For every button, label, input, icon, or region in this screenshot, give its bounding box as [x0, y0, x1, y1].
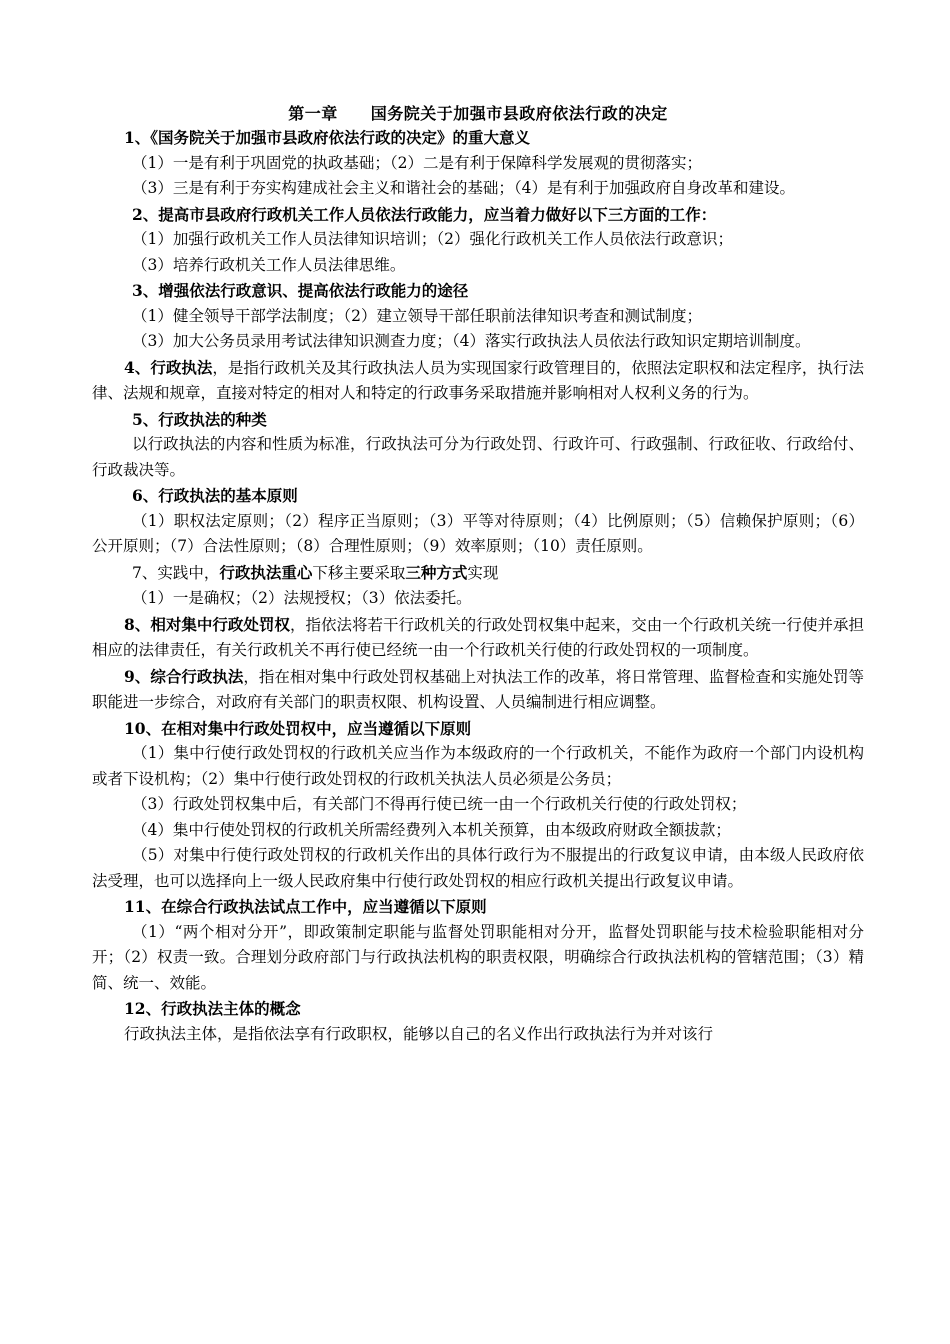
section-8-term: 8、相对集中行政处罚权: [124, 614, 290, 634]
chapter-title: 第一章 国务院关于加强市县政府依法行政的决定: [288, 104, 668, 123]
section-9-definition: ，指在相对集中行政处罚权基础上对执法工作的改革，将日常管理、监督检查和实施处罚等职能进一步综合，对政府有关部门的职责权限、机构设置、人员编制进行相应调整。: [92, 667, 864, 711]
document-body: [92, 103, 864, 1047]
section-1-para-1: （1）一是有利于巩固党的执政基础；（2）二是有利于保障科学发展观的贯彻落实；: [132, 153, 702, 172]
section-10-para-4: （5）对集中行使行政处罚权的行政机关作出的具体行政行为不服提出的行政复议申请，由本级人民政府依法受理，也可以选择向上一级人民政府集中行使行政处罚权的相应行政机关提出行政复议申请。: [92, 846, 864, 890]
section-5-para-1: 以行政执法的内容和性质为标准，行政执法可分为行政处罚、行政许可、行政强制、行政征收、行政给付、行政裁决等。: [92, 435, 864, 479]
section-7-text-e: 实现: [467, 563, 499, 582]
section-7-para-1: （1）一是确权；（2）法规授权；（3）依法委托。: [132, 589, 472, 607]
section-7-bold-b: 行政执法重心: [219, 562, 313, 582]
section-12-para-1: 行政执法主体，是指依法享有行政职权，能够以自己的名义作出行政执法行为并对该行: [124, 1024, 714, 1043]
section-11-heading: 11、在综合行政执法试点工作中，应当遵循以下原则: [124, 897, 487, 916]
section-5-heading: 5、行政执法的种类: [132, 409, 267, 429]
section-10-para-3: （4）集中行使处罚权的行政机关所需经费列入本机关预算，由本级政府财政全额拔款；: [132, 820, 731, 839]
section-1-heading: 1、《国务院关于加强市县政府依法行政的决定》的重大意义: [124, 128, 531, 147]
section-8-definition: ，指依法将若干行政机关的行政处罚权集中起来，交由一个行政机关统一行使并承担相应的法律责任，有关行政机关不再行使已经统一由一个行政机关行使的行政处罚权的一项制度。: [92, 615, 864, 659]
section-3-heading: 3、增强依法行政意识、提高依法行政能力的途径: [132, 281, 469, 300]
section-1-para-2: （3）三是有利于夯实构建成社会主义和谐社会的基础；（4）是有利于加强政府自身改革和建设。: [132, 179, 795, 197]
section-2-heading: 2、提高市县政府行政机关工作人员依法行政能力，应当着力做好以下三方面的工作：: [132, 204, 717, 224]
section-4-term: 4、行政执法: [124, 357, 213, 377]
section-3-para-2: （3）加大公务员录用考试法律知识测查力度；（4）落实行政执法人员依法行政知识定期培训制度。: [132, 332, 811, 350]
section-2-para-2: （3）培养行政机关工作人员法律思维。: [132, 255, 406, 274]
section-3-para-1: （1）健全领导干部学法制度；（2）建立领导干部任职前法律知识考查和测试制度；: [132, 306, 702, 325]
section-10-para-1: （1）集中行使行政处罚权的行政机关应当作为本级政府的一个行政机关，不能作为政府一个部门内设机构或者下设机构；（2）集中行使行政处罚权的行政机关执法人员必须是公务员；: [92, 744, 864, 788]
section-4-paragraph: [92, 355, 864, 407]
section-8-paragraph: [92, 612, 864, 664]
section-7-text-c: 下移主要采取: [312, 563, 406, 582]
section-2-para-1: （1）加强行政机关工作人员法律知识培训；（2）强化行政机关工作人员依法行政意识；: [132, 230, 733, 248]
section-6-para-1: （1）职权法定原则；（2）程序正当原则；（3）平等对待原则；（4）比例原则；（5）信赖保护原则；（6）公开原则；（7）合法性原则；（8）合理性原则；（9）效率原则；（10）责任原则。: [92, 511, 864, 555]
section-4-definition: ，是指行政机关及其行政执法人员为实现国家行政管理目的，依照法定职权和法定程序，执行法律、法规和规章，直接对特定的相对人和特定的行政事务采取措施并影响相对人权利义务的行为。: [92, 358, 864, 402]
section-9-term: 9、综合行政执法: [124, 666, 244, 686]
section-9-paragraph: [92, 664, 864, 716]
section-7-bold-d: 三种方式: [405, 562, 468, 582]
section-7-heading: [92, 560, 864, 587]
section-11-para-1: （1）“两个相对分开”，即政策制定职能与监督处罚职能相对分开，监督处罚职能与技术检验职能相对分开；（2）权责一致。合理划分政府部门与行政执法机构的职责权限，明确综合行政执法机构的管辖范围；（3）精简、统一、效能。: [92, 922, 864, 992]
section-12-heading: 12、行政执法主体的概念: [124, 999, 301, 1018]
section-10-heading: 10、在相对集中行政处罚权中，应当遵循以下原则: [124, 718, 472, 738]
section-10-para-2: （3）行政处罚权集中后，有关部门不得再行使已统一由一个行政机关行使的行政处罚权；: [132, 795, 747, 813]
section-7-text-a: 7、实践中，: [132, 563, 220, 582]
section-6-heading: 6、行政执法的基本原则: [132, 486, 298, 505]
